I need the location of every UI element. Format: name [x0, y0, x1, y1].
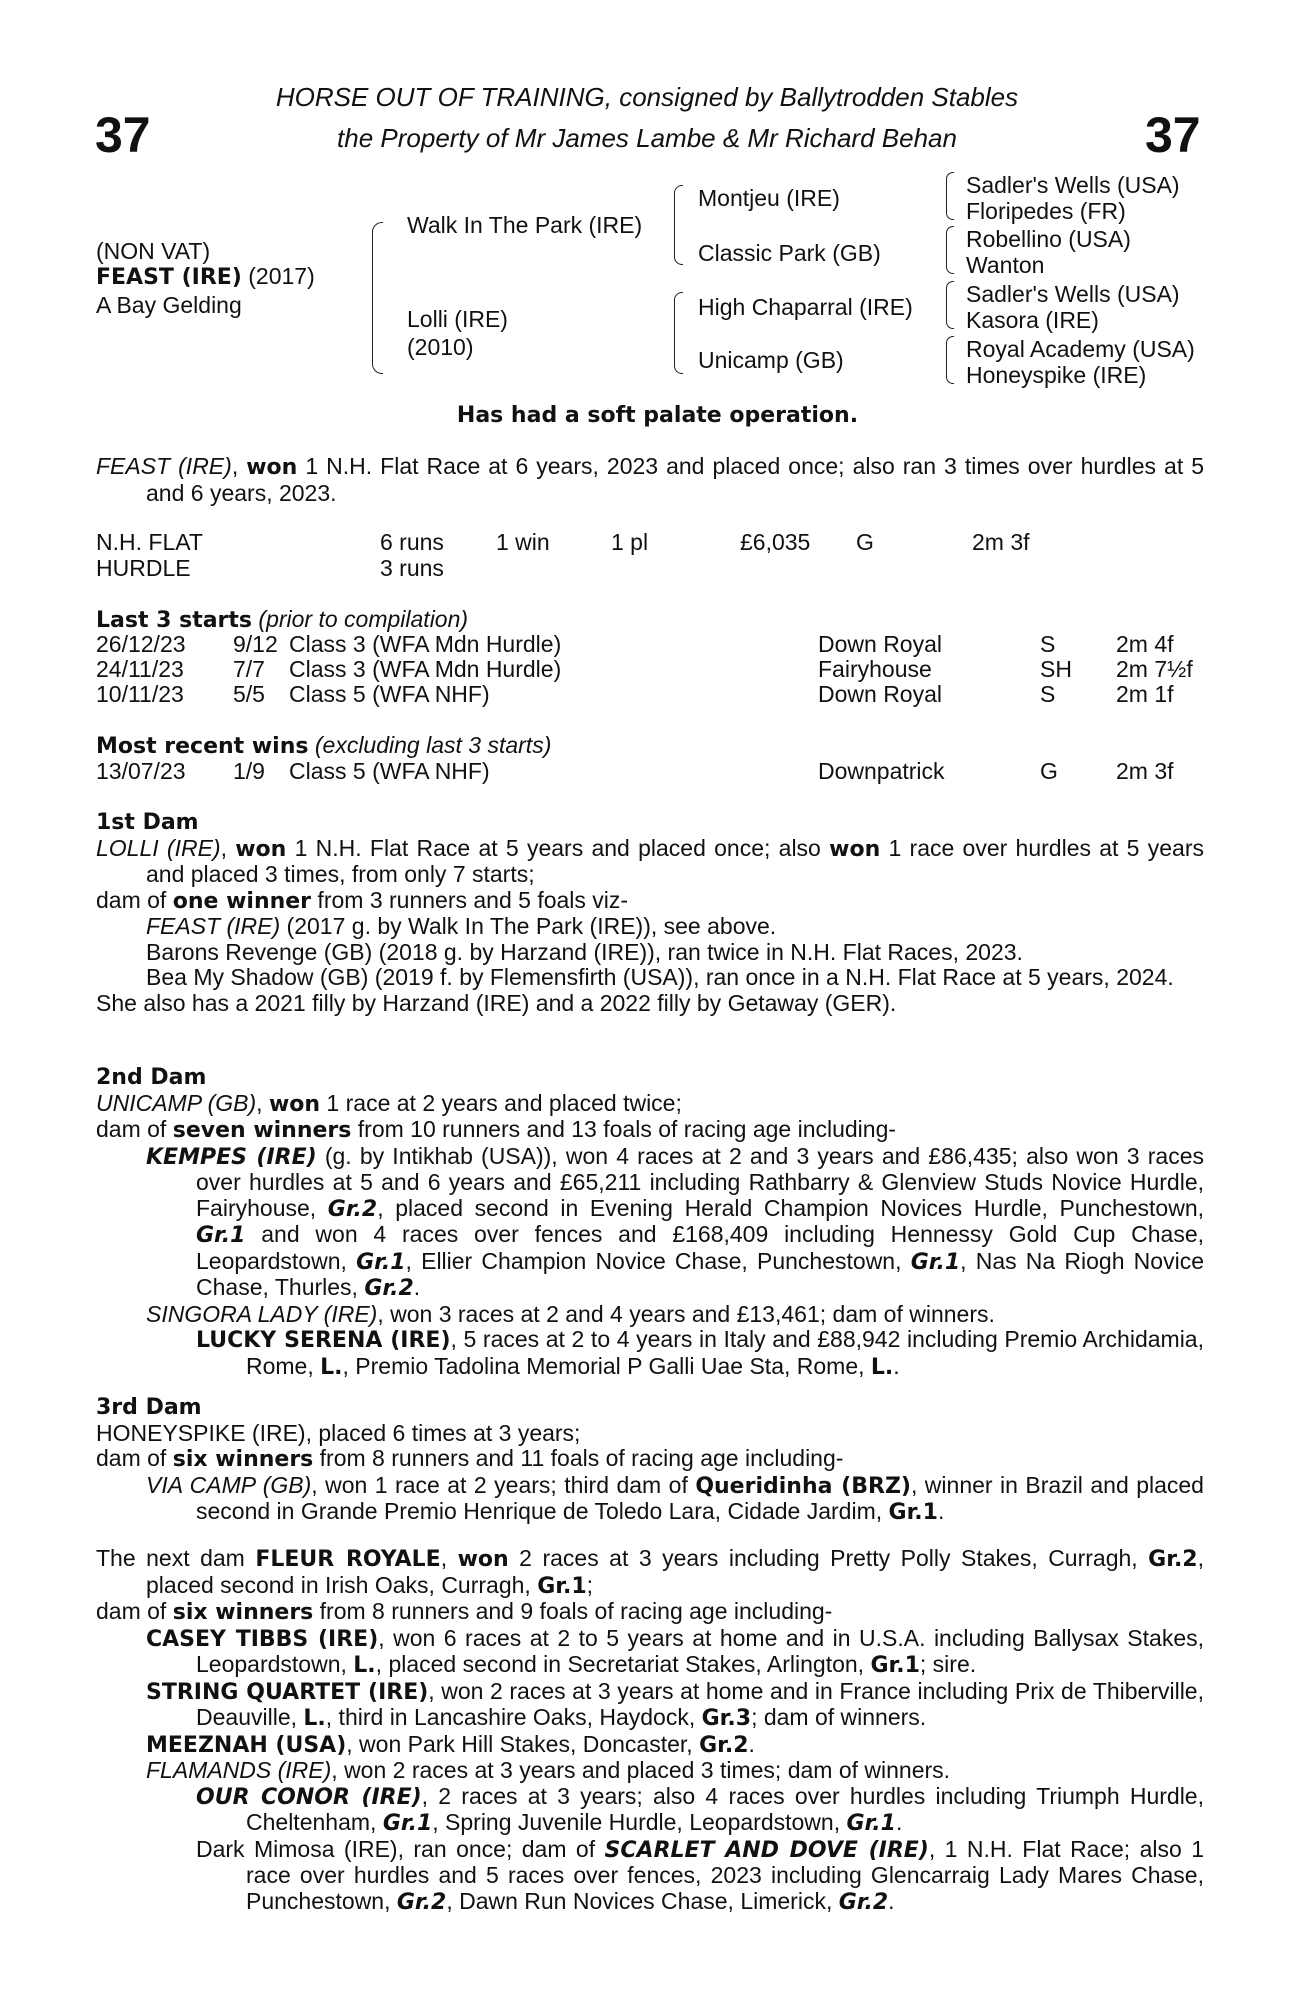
grade-label: Gr.1: [888, 1500, 938, 1525]
progeny-entry: Bea My Shadow (GB) (2019 f. by Flemensfirth (USA)), ran once in a N.H. Flat Race at 5 years, 2024.: [146, 964, 1174, 990]
dam-of-text: from 3 runners and 5 foals viz-: [311, 886, 629, 913]
surgery-note: Has had a soft palate operation.: [456, 403, 859, 428]
grade-label: Gr.1: [846, 1811, 896, 1836]
progeny-text: , won 2 races at 3 years and placed 3 times; dam of winners.: [331, 1757, 951, 1783]
recent-wins-heading: [96, 732, 551, 760]
grade-label: Gr.1: [196, 1223, 246, 1248]
progeny-text: , Nas Na Riogh Novice Chase, Thurles,: [196, 1247, 1204, 1300]
race-summary: FEAST (IRE), won 1 N.H. Flat Race at 6 years, 2023 and placed once; also ran 3 times over hurdles at 5 and 6 years, 2023.: [96, 453, 1205, 506]
start-date: 26/12/23: [96, 631, 186, 657]
dam-of-text: dam of: [96, 1116, 173, 1142]
win-course: Downpatrick: [818, 758, 945, 784]
header-owner: the Property of Mr James Lambe & Mr Richard Behan: [337, 123, 957, 153]
grade-label: Gr.1: [910, 1249, 961, 1275]
progeny-text: , 5 races at 2 to 4 years in Italy and £88,942 including Premio Archidamia, Rome,: [246, 1326, 1204, 1379]
grade-label: Gr.1: [356, 1249, 406, 1275]
grade-label: L.: [870, 1354, 894, 1380]
first-dam-section: 1st Dam LOLLI (IRE), won 1 N.H. Flat Race at 5 years and placed once; also won 1 race over hurdles at 5 years and placed 3 times, from only 7 starts; dam of one winner from 3 runners and 5 foals viz- FEAST (IRE) (2017 g. by Walk In The Park (IRE)), see above. Barons Revenge (GB) (2018 g. by Harzand (IRE)), ran twice in N.H. Flat Races, 2023. Bea My Shadow (GB) (2019 f. by Flemensfirth (USA)), ran once in a N.H. Flat Race at 5 years, 2024. She also has a 2021 filly by Harzand (IRE) and a 2022 filly by Getaway (GER).: [96, 810, 1204, 1016]
pedigree-brace-ggp2: [946, 226, 954, 274]
grade-label: Gr.2: [364, 1276, 414, 1301]
grade-label: Gr.2: [327, 1196, 378, 1222]
last-starts-title: Last 3 starts: [96, 608, 253, 633]
dam-of-text: dam of: [96, 886, 173, 913]
pedigree-ggp-5: Sadler's Wells (USA): [966, 281, 1180, 307]
record-runs: 3 runs: [380, 555, 444, 581]
progeny-text: (2017 g. by Walk In The Park (IRE)), see above.: [280, 913, 777, 939]
dam-of-text: from 10 runners and 13 foals of racing age including-: [351, 1116, 897, 1142]
winner-count: six winners: [172, 1600, 314, 1625]
pedigree-dam-sire: High Chaparral (IRE): [698, 294, 913, 320]
dam-of-text: from 8 runners and 9 foals of racing age including-: [313, 1598, 833, 1624]
win-date: 13/07/23: [96, 758, 186, 784]
pedigree-brace-sire: [674, 185, 683, 265]
progeny-text: .: [413, 1274, 421, 1300]
progeny-text: .: [895, 1809, 903, 1835]
grade-label: Gr.2: [1148, 1547, 1198, 1572]
lot-number-left: 37: [95, 107, 151, 163]
progeny-text: .: [937, 1498, 945, 1524]
won-label: won: [235, 836, 287, 862]
start-distance: 2m 7½f: [1116, 656, 1193, 682]
start-course: Down Royal: [818, 631, 942, 657]
pedigree-ggp-3: Robellino (USA): [966, 226, 1131, 252]
progeny-name: CASEY TIBBS (IRE): [146, 1626, 379, 1652]
progeny-text: , won 6 races at 2 to 5 years at home and in U.S.A. including Ballysax Stakes, Leopardstown,: [196, 1624, 1204, 1677]
progeny-name: FLAMANDS (IRE): [146, 1757, 332, 1783]
progeny-text: .: [748, 1730, 755, 1757]
win-position: 1/9: [233, 758, 265, 784]
winner-count: one winner: [172, 888, 312, 914]
progeny-entry: Barons Revenge (GB) (2018 g. by Harzand (IRE)), ran twice in N.H. Flat Races, 2023.: [146, 938, 1023, 965]
lot-number-right: 37: [1145, 107, 1201, 163]
next-dam-intro: The next dam: [96, 1545, 256, 1571]
vat-status: (NON VAT): [96, 238, 211, 264]
pedigree-brace-ggp3: [946, 281, 954, 329]
pedigree-dam-year: (2010): [407, 334, 474, 360]
last-starts-note: (prior to compilation): [258, 606, 469, 632]
grade-label: L.: [353, 1653, 376, 1678]
first-dam-name: LOLLI (IRE): [96, 834, 221, 861]
win-race: Class 5 (WFA NHF): [289, 758, 490, 784]
first-dam-text: 1 N.H. Flat Race at 5 years and placed once; also: [286, 834, 830, 861]
horse-year: (2017): [248, 263, 315, 289]
horse-description: A Bay Gelding: [96, 292, 242, 318]
record-wins: 1 win: [496, 529, 550, 555]
progeny-text: (g. by Intikhab (USA)), won 4 races at 2 and 3 years and £86,435; also won 3 races over hurdles at 5 and 6 years and £65,211 including Rathbarry & Glenview Studs Novice Hurdle, Fairyhouse,: [196, 1142, 1204, 1221]
record-placed: 1 pl: [611, 529, 649, 555]
grade-label: L.: [303, 1706, 326, 1731]
progeny-text: ; dam of winners.: [751, 1704, 927, 1730]
horse-name-line: [96, 263, 315, 291]
grade-label: Gr.2: [838, 1889, 889, 1915]
next-dam-section: The next dam FLEUR ROYALE, won 2 races at 3 years including Pretty Polly Stakes, Curragh, Gr.2, placed second in Irish Oaks, Curragh, Gr.1; dam of six winners from 8 runners and 9 foals of racing age including- CASEY TIBBS (IRE), won 6 races at 2 to 5 years at home and in U.S.A. including Ballysax Stakes, Leopardstown, L., placed second in Secretariat Stakes, Arlington, Gr.1; sire. STRING QUARTET (IRE), won 2 races at 3 years at home and in France including Prix de Thiberville, Deauville, L., third in Lancashire Oaks, Haydock, Gr.3; dam of winners. MEEZNAH (USA), won Park Hill Stakes, Doncaster, Gr.2. FLAMANDS (IRE), won 2 races at 3 years and placed 3 times; dam of winners. OUR CONOR (IRE), 2 races at 3 years; also 4 races over hurdles including Triumph Hurdle, Cheltenham, Gr.1, Spring Juvenile Hurdle, Leopardstown, Gr.1. Dark Mimosa (IRE), ran once; dam of SCARLET AND DOVE (IRE), 1 N.H. Flat Race; also 1 race over hurdles and 5 races over fences, 2023 including Glencarraig Lady Mares Chase, Punchestown, Gr.2, Dawn Run Novices Chase, Limerick, Gr.2.: [96, 1545, 1204, 1915]
grade-label: Gr.1: [537, 1573, 587, 1599]
progeny-name: MEEZNAH (USA): [146, 1732, 347, 1758]
win-distance: 2m 3f: [1116, 758, 1174, 784]
start-position: 7/7: [233, 656, 265, 682]
record-distance: 2m 3f: [972, 529, 1030, 555]
win-going: G: [1040, 758, 1058, 784]
progeny-name: FEAST (IRE): [146, 913, 281, 939]
grade-label: Gr.2: [699, 1732, 749, 1758]
progeny-text: , third in Lancashire Oaks, Haydock,: [325, 1704, 702, 1730]
foals-note: She also has a 2021 filly by Harzand (IRE) and a 2022 filly by Getaway (GER).: [96, 989, 897, 1016]
progeny-name: KEMPES (IRE): [146, 1144, 317, 1170]
start-distance: 2m 4f: [1116, 631, 1174, 657]
grade-label: Gr.2: [396, 1889, 447, 1915]
first-dam-title: 1st Dam: [96, 810, 199, 835]
progeny-name: SCARLET AND DOVE (IRE): [604, 1837, 929, 1863]
progeny-text: , placed second in Evening Herald Champion Novices Hurdle, Punchestown,: [377, 1194, 1204, 1221]
progeny-text: .: [893, 1352, 900, 1379]
grade-label: L.: [320, 1354, 343, 1380]
progeny-text: , won 2 races at 3 years at home and in France including Prix de Thiberville, Deauville,: [196, 1677, 1204, 1730]
pedigree-ggp-1: Sadler's Wells (USA): [966, 172, 1180, 198]
pedigree-brace-ggp4: [946, 336, 954, 384]
progeny-text: , 1 N.H. Flat Race; also 1 race over hurdles and 5 races over fences, 2023 including Glencarraig Lady Mares Chase, Punchestown,: [246, 1835, 1204, 1914]
progeny-text: , Dawn Run Novices Chase, Limerick,: [446, 1887, 839, 1914]
start-race: Class 3 (WFA Mdn Hurdle): [289, 631, 562, 657]
progeny-name: SINGORA LADY (IRE): [146, 1300, 378, 1327]
start-course: Down Royal: [818, 681, 942, 707]
pedigree-ggp-4: Wanton: [966, 252, 1045, 278]
progeny-text: and won 4 races over fences and £168,409 including Hennessy Gold Cup Chase, Leopardstown,: [196, 1221, 1204, 1274]
grade-label: Gr.1: [382, 1811, 433, 1836]
recent-wins-title: Most recent wins: [96, 734, 309, 759]
progeny-name: Queridinha (BRZ): [695, 1473, 911, 1499]
pedigree-brace-ggp1: [946, 172, 954, 220]
won-label: won: [829, 836, 881, 862]
progeny-text: , placed second in Secretariat Stakes, Arlington,: [375, 1651, 871, 1677]
winner-count: seven winners: [172, 1118, 352, 1143]
pedigree-ggp-6: Kasora (IRE): [966, 307, 1099, 333]
record-going: G: [856, 529, 874, 555]
second-dam-title: 2nd Dam: [96, 1065, 207, 1090]
summary-horse-name: FEAST (IRE): [96, 453, 232, 479]
header-consignor: HORSE OUT OF TRAINING, consigned by Ballytrodden Stables: [275, 82, 1019, 112]
start-position: 9/12: [233, 631, 278, 657]
winner-count: six winners: [172, 1447, 314, 1472]
progeny-text: , won 3 races at 2 and 4 years and £13,461; dam of winners.: [377, 1300, 995, 1327]
start-position: 5/5: [233, 681, 265, 707]
won-label: won: [268, 1091, 321, 1117]
won-label: won: [457, 1547, 509, 1572]
last-starts-heading: [96, 606, 468, 634]
pedigree-dam-dam: Unicamp (GB): [698, 347, 844, 373]
pedigree-sire: Walk In The Park (IRE): [407, 212, 643, 238]
next-dam-text: , placed second in Irish Oaks, Curragh,: [146, 1545, 1204, 1598]
summary-won: won: [246, 455, 298, 480]
start-going: SH: [1040, 656, 1072, 682]
record-runs: 6 runs: [380, 529, 444, 555]
second-dam-text: 1 race at 2 years and placed twice;: [320, 1089, 682, 1116]
start-distance: 2m 1f: [1116, 681, 1174, 707]
start-going: S: [1040, 681, 1056, 707]
record-prize: £6,035: [740, 529, 811, 555]
start-date: 10/11/23: [96, 681, 184, 707]
start-course: Fairyhouse: [818, 656, 932, 682]
pedigree-sire-dam: Classic Park (GB): [698, 240, 881, 266]
pedigree-ggp-8: Honeyspike (IRE): [966, 362, 1147, 388]
progeny-text: , won Park Hill Stakes, Doncaster,: [346, 1730, 700, 1757]
progeny-name: LUCKY SERENA (IRE): [196, 1328, 451, 1353]
progeny-text: , 2 races at 3 years; also 4 races over hurdles including Triumph Hurdle, Cheltenham,: [246, 1782, 1204, 1835]
recent-wins-note: (excluding last 3 starts): [314, 732, 552, 758]
start-race: Class 5 (WFA NHF): [289, 681, 490, 707]
progeny-text: , won 1 race at 2 years; third dam of: [311, 1471, 696, 1498]
third-dam-section: [96, 1394, 1204, 1526]
dam-of-text: dam of: [96, 1598, 173, 1624]
pedigree-brace-main: [372, 222, 383, 374]
dam-of-text: from 8 runners and 11 foals of racing age including-: [313, 1445, 844, 1471]
record-type: N.H. FLAT: [96, 529, 203, 555]
pedigree-brace-dam: [674, 292, 683, 374]
progeny-text: Dark Mimosa (IRE), ran once; dam of: [196, 1835, 605, 1862]
progeny-name: VIA CAMP (GB): [146, 1471, 312, 1498]
pedigree-ggp-2: Floripedes (FR): [966, 198, 1126, 224]
second-dam-name: UNICAMP (GB): [96, 1089, 257, 1116]
progeny-name: OUR CONOR (IRE): [196, 1784, 422, 1810]
third-dam-title: 3rd Dam: [96, 1395, 202, 1420]
progeny-name: STRING QUARTET (IRE): [146, 1679, 429, 1705]
pedigree-ggp-7: Royal Academy (USA): [966, 336, 1195, 362]
start-going: S: [1040, 631, 1056, 657]
dam-of-text: dam of: [96, 1445, 173, 1471]
progeny-text: , Premio Tadolina Memorial P Galli Uae Sta, Rome,: [342, 1352, 871, 1379]
progeny-text: , Spring Juvenile Hurdle, Leopardstown,: [432, 1809, 847, 1835]
progeny-text: , winner in Brazil and placed second in Grande Premio Henrique de Toledo Lara, Cidade Jardim,: [196, 1471, 1204, 1524]
horse-name: FEAST (IRE): [96, 265, 242, 290]
third-dam-line: HONEYSPIKE (IRE), placed 6 times at 3 years;: [96, 1419, 581, 1446]
next-dam-text: 2 races at 3 years including Pretty Polly Stakes, Curragh,: [508, 1545, 1149, 1571]
first-dam-text: 1 race over hurdles at 5 years and placed 3 times, from only 7 starts;: [146, 834, 1204, 887]
progeny-text: , Ellier Champion Novice Chase, Punchestown,: [405, 1247, 911, 1274]
grade-label: Gr.1: [870, 1653, 920, 1678]
start-date: 24/11/23: [96, 656, 184, 682]
next-dam-name: FLEUR ROYALE: [255, 1547, 441, 1572]
grade-label: Gr.3: [701, 1706, 752, 1731]
second-dam-section: 2nd Dam UNICAMP (GB), won 1 race at 2 years and placed twice; dam of seven winners from 10 runners and 13 foals of racing age including- KEMPES (IRE) (g. by Intikhab (USA)), won 4 races at 2 and 3 years and £86,435; also won 3 races over hurdles at 5 and 6 years and £65,211 including Rathbarry & Glenview Studs Novice Hurdle, Fairyhouse, Gr.2, placed second in Evening Herald Champion Novices Hurdle, Punchestown, Gr.1 and won 4 races over fences and £168,409 including Hennessy Gold Cup Chase, Leopardstown, Gr.1, Ellier Champion Novice Chase, Punchestown, Gr.1, Nas Na Riogh Novice Chase, Thurles, Gr.2. SINGORA LADY (IRE), won 3 races at 2 and 4 years and £13,461; dam of winners. LUCKY SERENA (IRE), 5 races at 2 to 4 years in Italy and £88,942 including Premio Archidamia, Rome, L., Premio Tadolina Memorial P Galli Uae Sta, Rome, L..: [96, 1065, 1204, 1380]
record-type: HURDLE: [96, 555, 191, 581]
start-race: Class 3 (WFA Mdn Hurdle): [289, 656, 562, 682]
pedigree-sire-sire: Montjeu (IRE): [698, 185, 840, 211]
progeny-text: .: [888, 1887, 895, 1914]
next-dam-text: ;: [586, 1571, 594, 1598]
summary-text: 1 N.H. Flat Race at 6 years, 2023 and placed once; also ran 3 times over hurdles at 5 and 6 years, 2023.: [146, 453, 1205, 506]
pedigree-dam: Lolli (IRE): [407, 306, 508, 332]
progeny-text: ; sire.: [919, 1651, 977, 1677]
